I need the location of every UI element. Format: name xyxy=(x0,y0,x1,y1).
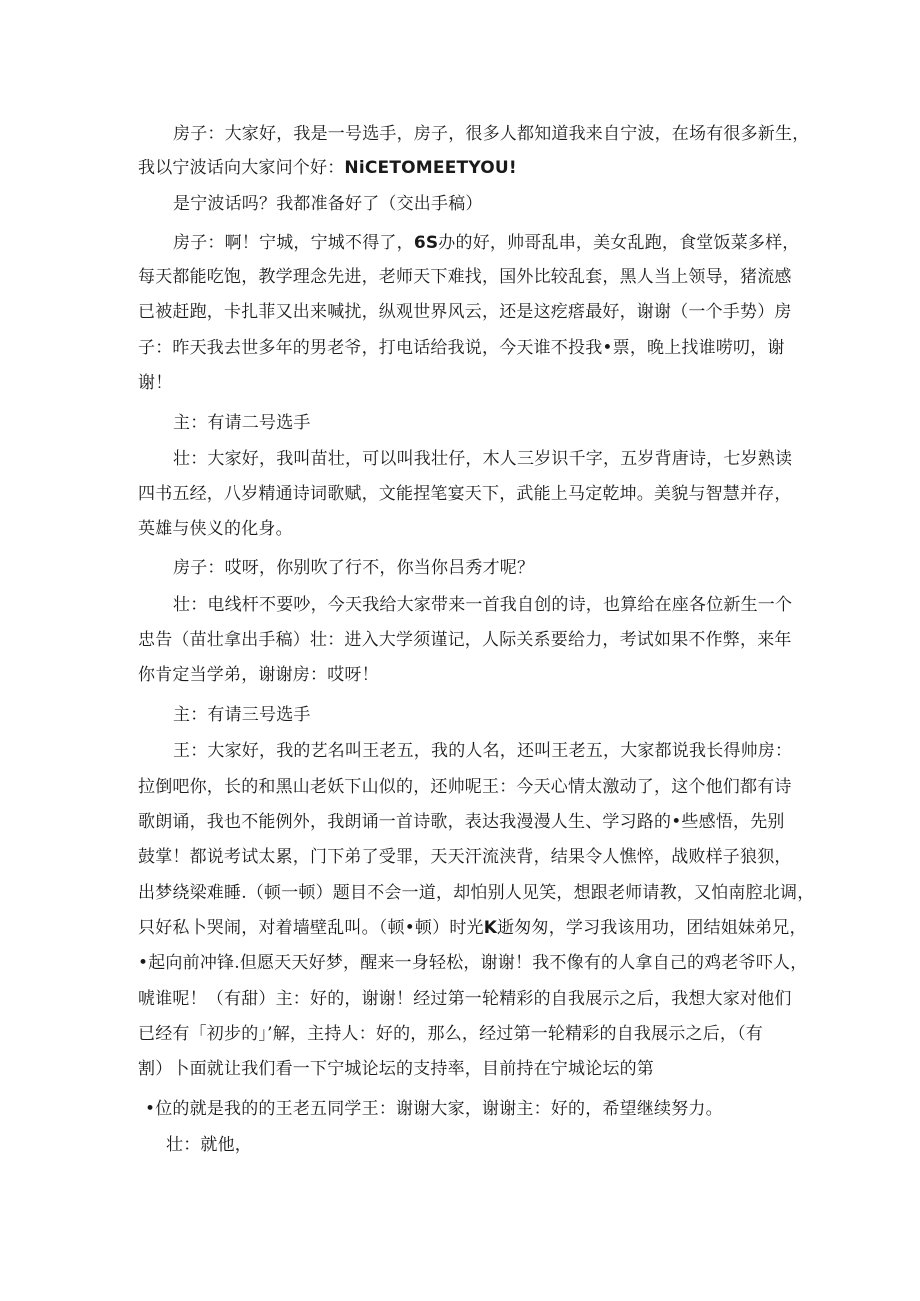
paragraph-line xyxy=(138,916,807,940)
paragraph-line: 王：大家好，我的艺名叫王老五，我的人名，还叫王老五，大家都说我长得帅房： xyxy=(173,741,793,761)
paragraph-line: 已经有「初步的」’解，主持人：好的，那么，经过第一轮精彩的自我展示之后，（有 xyxy=(138,1024,764,1044)
paragraph-line: •位的就是我的的王老五同学王：谢谢大家，谢谢主：好的，希望继续努力。 xyxy=(145,1099,723,1119)
paragraph-line: •起向前冲锋.但愿天天好梦，醒来一身轻松，谢谢！我不像有的人拿自己的鸡老爷吓人， xyxy=(138,953,808,973)
bold-text: K xyxy=(483,918,498,938)
paragraph-line: 四书五经，八岁精通诗词歌赋，文能捏笔宴天下，武能上马定乾坤。美貌与智慧并存， xyxy=(138,484,792,504)
line-text: 只好私卜哭闹，对着墙壁乱叫。（顿•顿）时光 xyxy=(138,918,484,938)
paragraph-line: 壮：就他， xyxy=(166,1135,252,1155)
line-text: 逝匆匆，学习我该用功，团结姐妹弟兄， xyxy=(497,918,807,938)
paragraph-line: 出梦绕梁难睡.（顿一顿）题目不会一道，却怕别人见笑，想跟老师请教，又怕南腔北调， xyxy=(138,883,815,903)
paragraph-line: 忠告（苗壮拿出手稿）壮：进入大学须谨记，人际关系要给力，考试如果不作弊，来年 xyxy=(138,630,792,650)
paragraph-line: 每天都能吃饱，教学理念先进，老师天下难找，国外比较乱套，黑人当上领导，猪流感 xyxy=(138,267,792,287)
bold-text: 6S xyxy=(413,233,439,253)
paragraph-line: 英雄与侠义的化身。 xyxy=(138,519,293,539)
paragraph-line: 房子：大家好，我是一号选手，房子，很多人都知道我来自宁波，在场有很多新生， xyxy=(173,124,810,144)
bold-text: NiCETOMEETYOU! xyxy=(344,158,517,178)
paragraph-line: 你肯定当学弟，谢谢房：哎呀！ xyxy=(138,665,379,685)
line-text: 办的好，帅哥乱串，美女乱跑，食堂饭菜多样， xyxy=(438,233,800,253)
line-text: 我以宁波话向大家问个好： xyxy=(138,158,345,178)
paragraph-line xyxy=(173,231,800,255)
paragraph-line: 拉倒吧你，长的和黑山老妖下山似的，还帅呢王：今天心情太激动了，这个他们都有诗 xyxy=(138,777,792,797)
paragraph-line: 房子：哎呀，你别吹了行不，你当你吕秀才呢？ xyxy=(173,558,535,578)
line-text: 房子：啊！宁城，宁城不得了， xyxy=(173,233,414,253)
paragraph-line: 是宁波话吗？我都准备好了（交出手稿） xyxy=(173,194,483,214)
paragraph-line: 谢！ xyxy=(138,373,173,393)
paragraph-line xyxy=(138,156,517,180)
paragraph-line: 壮：大家好，我叫苗壮，可以叫我壮仔，木人三岁识千字，五岁背唐诗，七岁熟读 xyxy=(173,449,793,469)
paragraph-line: 壮：电线杆不要吵，今天我给大家带来一首我自创的诗，也算给在座各位新生一个 xyxy=(173,595,793,615)
paragraph-line: 唬谁呢！（有甜）主：好的，谢谢！经过第一轮精彩的自我展示之后，我想大家对他们 xyxy=(138,989,792,1009)
paragraph-line: 割）卜面就让我们看一下宁城论坛的支持率，目前持在宁城论坛的第 xyxy=(138,1059,654,1079)
paragraph-line: 主：有请二号选手 xyxy=(173,413,311,433)
paragraph-line: 歌朗诵，我也不能例外，我朗诵一首诗歌，表达我漫漫人生、学习路的•些感悟，先别 xyxy=(138,812,785,832)
paragraph-line: 鼓掌！都说考试太累，门下弟了受罪，天天汗流浃背，结果令人憔悴，战败样子狼狈， xyxy=(138,847,792,867)
paragraph-line: 主：有请三号选手 xyxy=(173,705,311,725)
paragraph-line: 子：昨天我去世多年的男老爷，打电话给我说，今天谁不投我•票，晚上找谁唠叨，谢 xyxy=(138,338,785,358)
paragraph-line: 已被赶跑，卡扎菲又出来喊扰，纵观世界风云，还是这疙瘩最好，谢谢（一个手势）房 xyxy=(138,302,792,322)
